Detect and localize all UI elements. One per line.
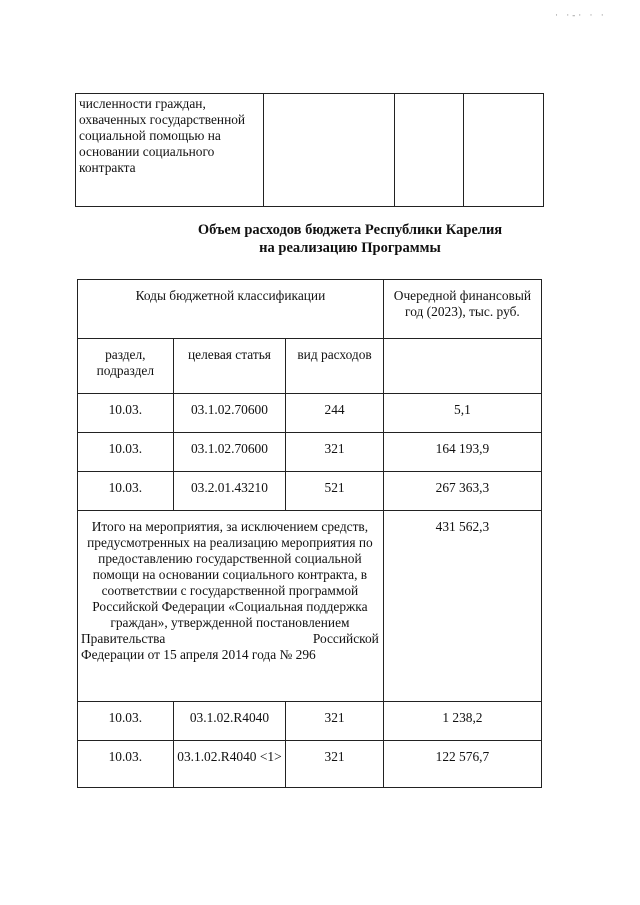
table-row	[78, 394, 542, 433]
table-row	[78, 702, 542, 741]
header-amount: Очередной финансовый год (2023), тыс. руб.	[383, 280, 541, 339]
subheader-amount-empty	[383, 339, 541, 394]
cell-amount: 122 576,7	[383, 741, 541, 788]
cell-type: 321	[286, 741, 384, 788]
header-codes: Коды бюджетной классификации	[78, 280, 384, 339]
cell-section: 10.03.	[78, 472, 174, 511]
cell-amount: 1 238,2	[383, 702, 541, 741]
cell-type: 321	[286, 702, 384, 741]
cell-type: 521	[286, 472, 384, 511]
cell-type: 321	[286, 433, 384, 472]
cell-target: 03.2.01.43210	[173, 472, 286, 511]
subheader-section: раздел, подраздел	[78, 339, 174, 394]
empty-cell	[394, 94, 464, 207]
cell-target: 03.1.02.R4040 <1>	[173, 741, 286, 788]
subheader-type: вид расходов	[286, 339, 384, 394]
scan-specks: · ·-· · ·	[555, 10, 607, 20]
total-description	[78, 511, 384, 702]
cell-target: 03.1.02.70600	[173, 433, 286, 472]
cell-amount: 5,1	[383, 394, 541, 433]
continued-text-cell: численности граждан, охваченных государственной социальной помощью на основании социального контракта	[76, 94, 264, 207]
table-row	[78, 472, 542, 511]
cell-target: 03.1.02.R4040	[173, 702, 286, 741]
subheader-target: целевая статья	[173, 339, 286, 394]
total-amount: 431 562,3	[383, 511, 541, 702]
heading-line-1: Объем расходов бюджета Республики Карелия	[197, 222, 503, 238]
cell-section: 10.03.	[78, 394, 174, 433]
section-heading	[150, 221, 550, 257]
table-header-row	[78, 280, 542, 339]
total-row	[78, 511, 542, 702]
cell-section: 10.03.	[78, 433, 174, 472]
cell-amount: 164 193,9	[383, 433, 541, 472]
cell-section: 10.03.	[78, 702, 174, 741]
empty-cell	[264, 94, 394, 207]
total-text: Итого на мероприятия, за исключением средств, предусмотренных на реализацию мероприятия по предоставлению государственной социальной помощи на основании социального контракта, в соответствии с государственной программой Российской Федерации «Социальная поддержка граждан», утвержденной постановлением Правительства Российской	[81, 519, 379, 646]
continued-table	[75, 93, 544, 207]
budget-table	[77, 279, 542, 788]
total-text-last-line: Федерации от 15 апреля 2014 года № 296	[81, 647, 316, 662]
cell-type: 244	[286, 394, 384, 433]
table-row	[78, 433, 542, 472]
empty-cell	[464, 94, 544, 207]
table-row	[78, 741, 542, 788]
cell-section: 10.03.	[78, 741, 174, 788]
cell-amount: 267 363,3	[383, 472, 541, 511]
cell-target: 03.1.02.70600	[173, 394, 286, 433]
heading-line-2: на реализацию Программы	[259, 240, 441, 256]
table-subheader-row	[78, 339, 542, 394]
